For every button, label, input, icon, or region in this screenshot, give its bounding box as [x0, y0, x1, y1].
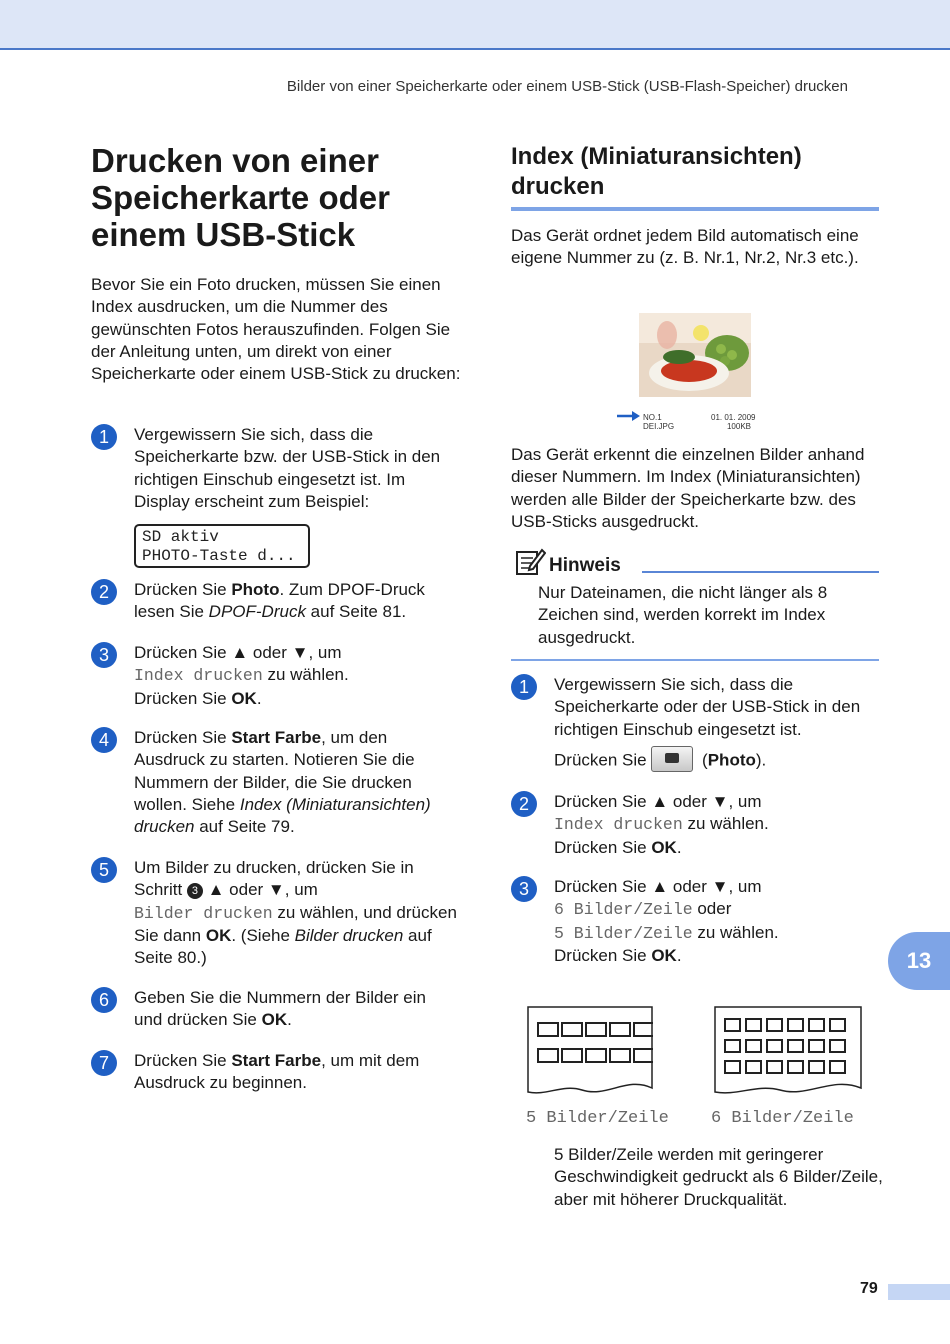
intro-paragraph: Bevor Sie ein Foto drucken, müssen Sie einen Index ausdrucken, um die Nummer des gewünschten Fotos herauszufinden. Folgen Sie der Anleitung unten, um direkt von einer Speicherkarte oder einem USB-Stick zu drucken: — [91, 275, 461, 384]
five-per-row-layout-figure — [527, 1006, 653, 1100]
step-text: Geben Sie die Nummern der Bilder ein und drücken Sie OK. — [134, 988, 426, 1030]
button-name: Start Farbe — [231, 728, 322, 747]
step-number-badge: 2 — [91, 579, 117, 605]
step-number-badge: 6 — [91, 987, 117, 1013]
page-number-band — [888, 1284, 950, 1300]
note-bottom-rule — [511, 659, 879, 661]
index-explanation: Das Gerät erkennt die einzelnen Bilder anhand dieser Nummern. Im Index (Miniaturansichten) werden alle Bilder der Speicherkarte bzw. des USB-Sticks ausgedruckt. — [511, 445, 865, 531]
button-name: OK — [651, 837, 677, 857]
step-reference-icon: 3 — [187, 883, 203, 899]
step-text: Drücken Sie Photo. Zum DPOF-Druck lesen Sie DPOF-Druck auf Seite 81. — [134, 580, 425, 622]
button-name: Photo — [707, 750, 756, 770]
layout-caption-5: 5 Bilder/Zeile — [526, 1109, 669, 1128]
button-name: OK — [261, 1010, 288, 1030]
lcd-line-1: SD aktiv — [142, 528, 219, 546]
closing-note: 5 Bilder/Zeile werden mit geringerer Geschwindigkeit gedruckt als 6 Bilder/Zeile, aber mit höherer Druckqualität. — [554, 1145, 883, 1209]
step-text: Drücken Sie ▲ oder ▼, um Index drucken zu wählen. Drücken Sie OK. — [134, 643, 349, 708]
section-underline — [511, 207, 879, 211]
button-name: OK — [231, 688, 257, 708]
cross-reference: DPOF-Druck — [208, 602, 306, 622]
sample-photo-thumbnail — [639, 313, 751, 397]
running-header: Bilder von einer Speicherkarte oder einem USB-Stick (USB-Flash-Speicher) drucken — [286, 78, 848, 95]
note-title: Hinweis — [549, 555, 621, 576]
left-step-4 — [91, 727, 471, 838]
lcd-option: 5 Bilder/Zeile — [554, 923, 693, 943]
note-text: Nur Dateinamen, die nicht länger als 8 Zeichen sind, werden korrekt im Index ausgedruckt. — [538, 583, 828, 647]
section-title: Index (Miniaturansichten) drucken — [511, 143, 802, 200]
page-title: Drucken von einer Speicherkarte oder einem USB-Stick — [91, 142, 390, 253]
section-intro: Das Gerät ordnet jedem Bild automatisch eine eigene Nummer zu (z. B. Nr.1, Nr.2, Nr.3 etc.). — [511, 226, 859, 268]
layout-caption-6: 6 Bilder/Zeile — [711, 1109, 854, 1128]
button-name: Start Farbe — [231, 1051, 322, 1070]
right-step-2 — [511, 791, 891, 859]
step-text: Drücken Sie ▲ oder ▼, um 6 Bilder/Zeile oder 5 Bilder/Zeile zu wählen. Drücken Sie OK. — [554, 877, 779, 965]
cross-reference: Bilder drucken — [294, 925, 404, 945]
photo-info-label: 01. 01. 2009 100KB — [711, 413, 756, 431]
button-name: Photo — [231, 580, 280, 599]
step-number-badge: 1 — [91, 424, 117, 450]
lcd-line-2: PHOTO-Taste d... — [142, 546, 296, 565]
step-text: Vergewissern Sie sich, dass die Speicherkarte oder der USB-Stick in den richtigen Einschub eingesetzt ist. Drücken Sie (Photo). — [554, 674, 874, 774]
step-number-badge: 3 — [511, 876, 537, 902]
lcd-option: 6 Bilder/Zeile — [554, 900, 693, 920]
left-step-3 — [91, 642, 471, 710]
step-text: Um Bilder zu drucken, drücken Sie in Schritt 3 ▲ oder ▼, um Bilder drucken zu wählen, und drücken Sie dann OK. (Siehe Bilder drucken auf Seite 80.) — [134, 858, 457, 968]
right-step-1 — [511, 674, 891, 774]
left-step-6 — [91, 987, 471, 1032]
step-number-badge: 2 — [511, 791, 537, 817]
button-name: OK — [651, 945, 677, 965]
left-step-2 — [91, 579, 471, 624]
lcd-option: Bilder drucken — [134, 903, 273, 923]
step-text: Vergewissern Sie sich, dass die Speicherkarte bzw. der USB-Stick in den richtigen Einschub eingesetzt ist. Im Display erscheint zum Beispiel: — [134, 425, 441, 511]
step-text: Drücken Sie Start Farbe, um mit dem Ausdruck zu beginnen. — [134, 1051, 420, 1093]
step-text: Drücken Sie Start Farbe, um den Ausdruck zu starten. Notieren Sie die Nummern der Bilder, die Sie drucken wollen. Siehe Index (Miniaturansichten) drucken auf Seite 79. — [134, 728, 431, 837]
step-number-badge: 3 — [91, 642, 117, 668]
step-text: Drücken Sie ▲ oder ▼, um Index drucken zu wählen. Drücken Sie OK. — [554, 792, 769, 857]
left-step-1 — [91, 424, 471, 513]
photo-key-camera-icon — [651, 746, 693, 772]
step-number-badge: 1 — [511, 674, 537, 700]
six-per-row-layout-figure — [714, 1006, 862, 1100]
left-step-5 — [91, 857, 471, 969]
lcd-display — [134, 524, 310, 568]
top-banner — [0, 0, 950, 50]
chapter-tab: 13 — [888, 932, 950, 990]
step-number-badge: 7 — [91, 1050, 117, 1076]
right-step-3 — [511, 876, 891, 967]
page-number: 79 — [860, 1280, 878, 1297]
step-number-badge: 5 — [91, 857, 117, 883]
lcd-option: Index drucken — [554, 815, 683, 835]
note-title-rule — [642, 571, 879, 573]
arrow-right-icon — [617, 410, 641, 422]
step-number-badge: 4 — [91, 727, 117, 753]
cross-reference: Index (Miniaturansichten) drucken — [134, 794, 431, 837]
left-step-7 — [91, 1050, 471, 1095]
lcd-option: Index drucken — [134, 666, 263, 686]
photo-number-label: NO.1 DEI.JPG — [643, 413, 675, 431]
button-name: OK — [205, 925, 232, 945]
note-pencil-icon — [514, 546, 546, 578]
